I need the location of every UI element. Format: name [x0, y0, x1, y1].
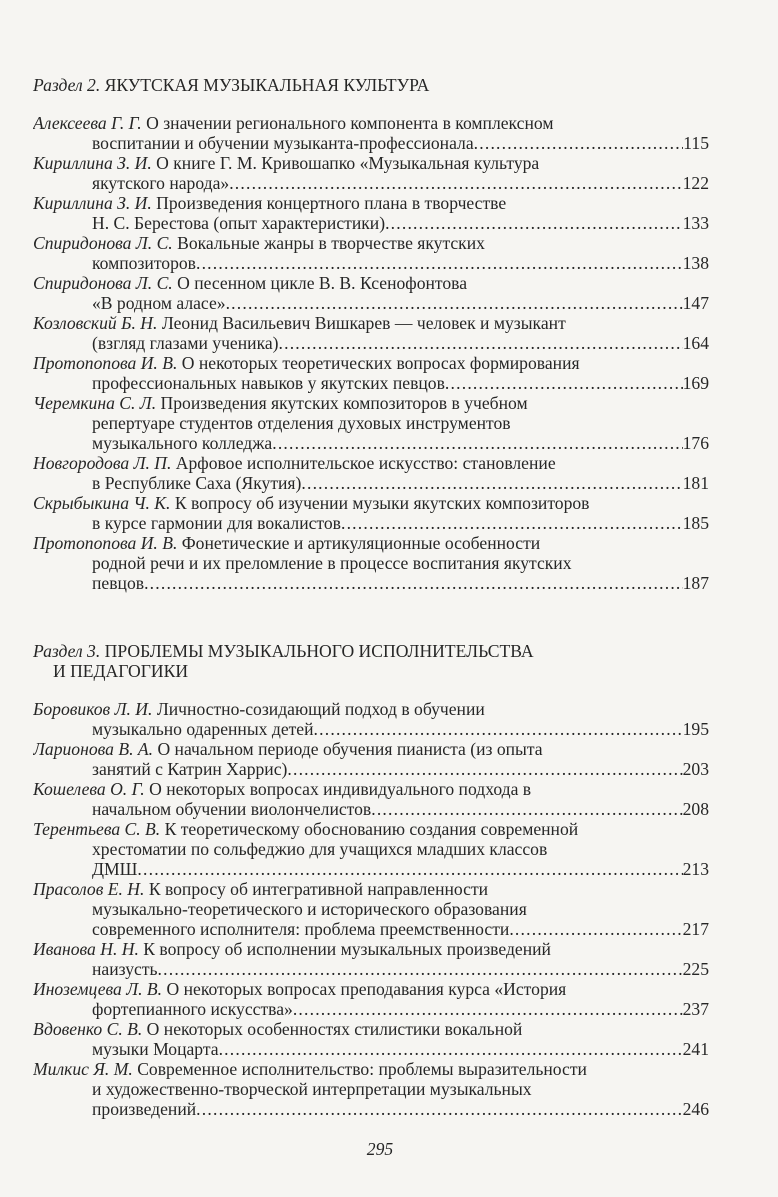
- leader-dots: [272, 433, 682, 453]
- entry-title: О начальном периоде обучения пианиста (из опыта: [157, 738, 543, 759]
- entry-title: Произведения концертного плана в творчестве: [156, 192, 507, 213]
- entry-line: [33, 433, 709, 453]
- entry-line: [33, 173, 709, 193]
- entry-line: [33, 999, 709, 1019]
- entry-author: Спиридонова Л. С.: [33, 232, 173, 253]
- entry-line: [33, 113, 709, 133]
- toc-entry[interactable]: [33, 233, 709, 273]
- toc-entry[interactable]: [33, 313, 709, 353]
- section-title-text: ЯКУТСКАЯ МУЗЫКАЛЬНАЯ КУЛЬТУРА: [104, 75, 430, 95]
- entry-list: [33, 113, 709, 593]
- leader-dots: [287, 759, 682, 779]
- entry-line-text: [92, 433, 272, 453]
- entry-page: 181: [682, 472, 709, 493]
- leader-dots: [229, 173, 682, 193]
- entry-page: 133: [682, 212, 709, 233]
- toc-entry[interactable]: [33, 779, 709, 819]
- section-title-text: И ПЕДАГОГИКИ: [53, 661, 189, 681]
- toc-entry[interactable]: [33, 879, 709, 939]
- entry-author: Иванова Н. Н.: [33, 938, 139, 959]
- entry-line: [33, 273, 709, 293]
- entry-title: Фонетические и артикуляционные особенности: [181, 532, 541, 553]
- table-of-contents: [33, 75, 709, 1167]
- entry-title: О некоторых особенностях стилистики вокальной: [146, 1018, 523, 1039]
- entry-title: Леонид Васильевич Вишкарев — человек и музыкант: [161, 312, 566, 333]
- entry-title: наизусть: [92, 958, 158, 979]
- entry-author: Протопопова И. В.: [33, 352, 178, 373]
- entry-page: 115: [683, 132, 709, 153]
- section-title-text: ПРОБЛЕМЫ МУЗЫКАЛЬНОГО ИСПОЛНИТЕЛЬСТВА: [104, 640, 534, 661]
- entry-line: [33, 959, 709, 979]
- entry-line-text: [92, 513, 341, 533]
- entry-author: Милкис Я. М.: [33, 1058, 133, 1079]
- entry-title: музыки Моцарта: [92, 1038, 219, 1059]
- entry-line-text: [92, 999, 293, 1019]
- entry-line: [33, 393, 709, 413]
- entry-title: родной речи и их преломление в процессе воспитания якутских: [92, 552, 572, 573]
- entry-line-text: [92, 1099, 196, 1119]
- entry-line-text: [92, 1039, 219, 1059]
- entry-line: [33, 453, 709, 473]
- entry-page: 241: [682, 1038, 709, 1059]
- leader-dots: [293, 999, 683, 1019]
- entry-title: К вопросу об исполнении музыкальных произведений: [143, 938, 551, 959]
- entry-title: О некоторых теоретических вопросах формирования: [181, 352, 580, 373]
- section-label: Раздел 3.: [33, 640, 101, 661]
- leader-dots: [219, 1039, 683, 1059]
- entry-title: К теоретическому обоснованию создания современной: [164, 818, 579, 839]
- entry-author: Вдовенко С. В.: [33, 1018, 143, 1039]
- entry-title: фортепианного искусства»: [92, 998, 293, 1019]
- entry-author: Скрыбыкина Ч. К.: [33, 492, 171, 513]
- entry-line-text: [92, 473, 301, 493]
- entry-line-text: [92, 859, 137, 879]
- toc-entry[interactable]: [33, 193, 709, 233]
- entry-line: [33, 879, 709, 899]
- entry-line: [33, 1099, 709, 1119]
- entry-title: якутского народа»: [92, 172, 230, 193]
- entry-title: композиторов: [92, 252, 196, 273]
- toc-entry[interactable]: [33, 393, 709, 453]
- leader-dots: [301, 473, 682, 493]
- entry-list: [33, 699, 709, 1119]
- entry-page: 138: [682, 252, 709, 273]
- entry-page: 237: [682, 998, 709, 1019]
- page-number: 295: [366, 1139, 394, 1159]
- entry-title: Арфовое исполнительское искусство: становление: [175, 452, 556, 473]
- leader-dots: [144, 573, 683, 593]
- entry-page: 213: [682, 858, 709, 879]
- leader-dots: [279, 333, 683, 353]
- entry-title: ДМШ: [92, 858, 138, 879]
- leader-dots: [371, 799, 682, 819]
- entry-title: Современное исполнительство: проблемы выразительности: [137, 1058, 587, 1079]
- entry-title: музыкального колледжа: [92, 432, 273, 453]
- entry-line: [33, 253, 709, 273]
- entry-title: О некоторых вопросах преподавания курса «История: [166, 978, 567, 999]
- entry-title: в Республике Саха (Якутия): [92, 472, 302, 493]
- entry-line: [33, 133, 709, 153]
- entry-page: 185: [682, 512, 709, 533]
- entry-line: [33, 1039, 709, 1059]
- section-label: Раздел 2.: [33, 75, 101, 95]
- entry-page: 203: [682, 758, 709, 779]
- entry-line: [33, 799, 709, 819]
- entry-line: [33, 573, 709, 593]
- leader-dots: [226, 293, 683, 313]
- entry-title: Вокальные жанры в творчестве якутских: [177, 232, 485, 253]
- entry-line: [33, 493, 709, 513]
- entry-line: [33, 1059, 709, 1079]
- entry-line: [33, 779, 709, 799]
- entry-title: О книге Г. М. Кривошапко «Музыкальная культура: [156, 152, 540, 173]
- entry-title: «В родном аласе»: [92, 292, 226, 313]
- entry-author: Спиридонова Л. С.: [33, 272, 173, 293]
- toc-entry[interactable]: [33, 153, 709, 193]
- entry-page: 187: [682, 572, 709, 593]
- entry-line: [33, 979, 709, 999]
- entry-line-text: [92, 253, 196, 273]
- entry-line-text: [92, 573, 144, 593]
- toc-entry[interactable]: [33, 739, 709, 779]
- entry-title: произведений: [92, 1098, 197, 1119]
- entry-author: Терентьева С. В.: [33, 818, 161, 839]
- entry-author: Козловский Б. Н.: [33, 312, 158, 333]
- entry-title: (взгляд глазами ученика): [92, 332, 279, 353]
- entry-line-text: [92, 799, 371, 819]
- entry-page: 208: [682, 798, 709, 819]
- toc-entry[interactable]: [33, 979, 709, 1019]
- entry-line: [33, 193, 709, 213]
- entry-line: [33, 413, 709, 433]
- entry-title: музыкально одаренных детей: [92, 718, 314, 739]
- toc-entry[interactable]: [33, 453, 709, 493]
- entry-author: Кириллина З. И.: [33, 152, 152, 173]
- entry-line: [33, 513, 709, 533]
- entry-author: Боровиков Л. И.: [33, 698, 153, 719]
- entry-title: современного исполнителя: проблема преемственности: [92, 918, 510, 939]
- entry-page: 164: [682, 332, 709, 353]
- entry-author: Новгородова Л. П.: [33, 452, 172, 473]
- entry-line-text: [92, 373, 445, 393]
- entry-line-text: [92, 213, 385, 233]
- toc-entry[interactable]: [33, 819, 709, 879]
- toc-entry[interactable]: [33, 493, 709, 533]
- entry-author: Алексеева Г. Г.: [33, 112, 142, 133]
- entry-line-text: [92, 919, 509, 939]
- entry-page: 217: [682, 918, 709, 939]
- entry-page: 147: [682, 292, 709, 313]
- entry-line: [33, 1019, 709, 1039]
- entry-title: начальном обучении виолончелистов: [92, 798, 372, 819]
- section-heading: [33, 641, 709, 682]
- entry-title: профессиональных навыков у якутских певцов: [92, 372, 445, 393]
- entry-line: [33, 153, 709, 173]
- entry-page: 225: [682, 958, 709, 979]
- entry-page: 122: [682, 172, 709, 193]
- entry-line: [33, 739, 709, 759]
- entry-author: Кириллина З. И.: [33, 192, 152, 213]
- entry-line: [33, 373, 709, 393]
- entry-line: [33, 1079, 709, 1099]
- entry-title: О значении регионального компонента в комплексном: [146, 112, 554, 133]
- leader-dots: [474, 133, 684, 153]
- entry-line: [33, 719, 709, 739]
- entry-author: Ларионова В. А.: [33, 738, 154, 759]
- entry-line-text: [92, 333, 279, 353]
- entry-title: музыкально-теоретического и исторического образования: [92, 898, 527, 919]
- entry-line: [33, 919, 709, 939]
- entry-line-text: [92, 959, 158, 979]
- toc-entry[interactable]: [33, 699, 709, 739]
- entry-title: К вопросу об изучении музыки якутских композиторов: [174, 492, 590, 513]
- entry-line: [33, 859, 709, 879]
- entry-author: Кошелева О. Г.: [33, 778, 145, 799]
- entry-title: О песенном цикле В. В. Ксенофонтова: [177, 272, 468, 293]
- toc-section: [33, 75, 709, 593]
- entry-line-text: [92, 759, 287, 779]
- entry-title: певцов: [92, 572, 145, 593]
- entry-line: [33, 213, 709, 233]
- entry-author: Прасолов Е. Н.: [33, 878, 145, 899]
- entry-line: [33, 333, 709, 353]
- entry-line: [33, 839, 709, 859]
- entry-title: К вопросу об интегративной направленности: [148, 878, 489, 899]
- entry-line: [33, 233, 709, 253]
- leader-dots: [196, 1099, 682, 1119]
- entry-title: хрестоматии по сольфеджио для учащихся младших классов: [92, 838, 548, 859]
- entry-line: [33, 473, 709, 493]
- leader-dots: [341, 513, 683, 533]
- entry-author: Черемкина С. Л.: [33, 392, 157, 413]
- entry-line: [33, 899, 709, 919]
- entry-title: Произведения якутских композиторов в учебном: [160, 392, 528, 413]
- toc-entry[interactable]: [33, 939, 709, 979]
- entry-page: 246: [682, 1098, 709, 1119]
- toc-entry[interactable]: [33, 533, 709, 593]
- entry-line: [33, 759, 709, 779]
- entry-line-text: [92, 293, 226, 313]
- section-heading: [33, 75, 709, 96]
- entry-line: [33, 353, 709, 373]
- entry-page: 195: [682, 718, 709, 739]
- entry-title: в курсе гармонии для вокалистов: [92, 512, 341, 533]
- entry-title: репертуаре студентов отделения духовых инструментов: [92, 412, 511, 433]
- entry-author: Протопопова И. В.: [33, 532, 178, 553]
- leader-dots: [314, 719, 683, 739]
- toc-entry[interactable]: [33, 353, 709, 393]
- entry-line-text: [92, 173, 229, 193]
- entry-line: [33, 553, 709, 573]
- entry-title: воспитании и обучении музыканта-профессионала: [92, 132, 474, 153]
- entry-title: занятий с Катрин Харрис): [92, 758, 288, 779]
- entry-line: [33, 939, 709, 959]
- entry-title: О некоторых вопросах индивидуального подхода в: [149, 778, 532, 799]
- toc-entry[interactable]: [33, 113, 709, 153]
- entry-line: [33, 313, 709, 333]
- toc-entry[interactable]: [33, 1059, 709, 1119]
- entry-title: и художественно-творческой интерпретации музыкальных: [92, 1078, 532, 1099]
- leader-dots: [196, 253, 683, 273]
- entry-page: 176: [682, 432, 709, 453]
- entry-line: [33, 699, 709, 719]
- leader-dots: [385, 213, 683, 233]
- leader-dots: [445, 373, 683, 393]
- entry-page: 169: [682, 372, 709, 393]
- entry-line-text: [92, 719, 314, 739]
- entry-line: [33, 819, 709, 839]
- toc-entry[interactable]: [33, 273, 709, 313]
- entry-line: [33, 533, 709, 553]
- entry-line: [33, 293, 709, 313]
- leader-dots: [158, 959, 683, 979]
- entry-author: Иноземцева Л. В.: [33, 978, 163, 999]
- leader-dots: [509, 919, 682, 939]
- leader-dots: [137, 859, 682, 879]
- entry-title: Н. С. Берестова (опыт характеристики): [92, 212, 386, 233]
- toc-entry[interactable]: [33, 1019, 709, 1059]
- toc-section: [33, 641, 709, 1119]
- entry-title: Личностно-созидающий подход в обучении: [156, 698, 485, 719]
- entry-line-text: [92, 133, 474, 153]
